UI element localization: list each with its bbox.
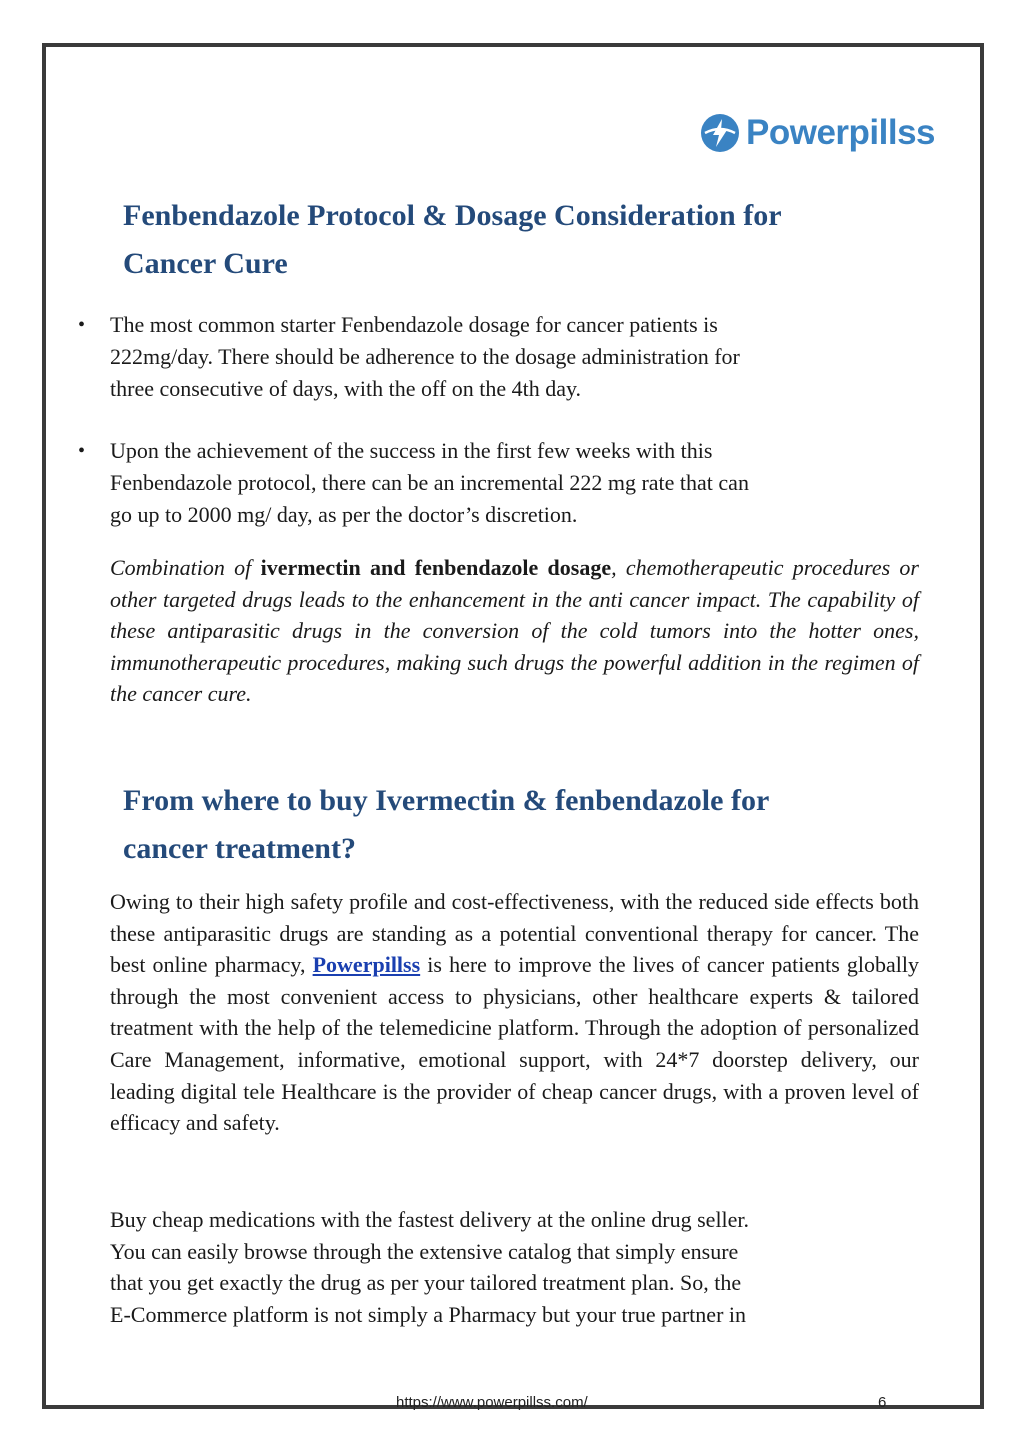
paragraph-line: that you get exactly the drug as per your tailored treatment plan. So, the (110, 1270, 742, 1296)
pharmacy-paragraph (110, 886, 919, 1139)
bullet-marker: • (78, 440, 86, 462)
paragraph-line: E-Commerce platform is not simply a Pharmacy but your true partner in (110, 1301, 747, 1327)
bullet-line: 222mg/day. There should be adherence to the dosage administration for (110, 344, 740, 369)
pharmacy-text-after: is here to improve the lives of cancer patients globally through the most convenient access to physicians, other healthcare experts & tailored treatment with the help of the telemedicine platform. Through the adoption of personalized Care Management, informative, emotional support, with 24*7 doorstep delivery, our leading digital tele Healthcare is the provider of cheap cancer drugs, with a proven level of efficacy and safety. (110, 952, 920, 1136)
combination-paragraph (110, 552, 919, 710)
medications-paragraph (110, 1204, 919, 1330)
bullet-line: Upon the achievement of the success in the first few weeks with this (110, 438, 713, 463)
combination-prefix: Combination of (110, 555, 261, 580)
section1-title-line1: Fenbendazole Protocol & Dosage Consideration for (123, 199, 782, 232)
powerpillss-link[interactable]: Powerpillss (312, 952, 421, 978)
paragraph-line: Buy cheap medications with the fastest delivery at the online drug seller. (110, 1207, 750, 1232)
section1-title-line2: Cancer Cure (123, 247, 288, 280)
bullet-marker: • (78, 314, 86, 336)
paragraph-line: You can easily browse through the extensive catalog that simply ensure (110, 1238, 739, 1264)
section2-title-line2: cancer treatment? (123, 832, 356, 865)
bullet-line: three consecutive of days, with the off on the 4th day. (110, 376, 582, 401)
page-number: 6 (878, 1394, 887, 1411)
lightning-bolt-icon (700, 113, 740, 153)
bullet-line: The most common starter Fenbendazole dosage for cancer patients is (110, 312, 718, 337)
combination-rest: , chemotherapeutic procedures or other targeted drugs leads to the enhancement in the anti cancer impact. The capability of these antiparasitic drugs in the conversion of the cold tumors into the hotter ones, immunotherapeutic procedures, making such drugs the powerful addition in the regimen of the cancer cure. (110, 555, 919, 707)
brand-name: Powerpillss (746, 113, 936, 152)
bullet-line: Fenbendazole protocol, there can be an incremental 222 mg rate that can (110, 470, 749, 495)
combination-bold-term: ivermectin and fenbendazole dosage (260, 555, 612, 580)
pharmacy-text-before: Owing to their high safety profile and cost-effectiveness, with the reduced side effects both these antiparasitic drugs are standing as a potential conventional therapy for cancer. The best online pharmacy, (110, 889, 919, 978)
section2-title-line1: From where to buy Ivermectin & fenbendazole for (123, 784, 770, 817)
brand-logo (700, 110, 935, 156)
footer-url[interactable]: https://www.powerpillss.com/ (396, 1394, 588, 1411)
bullet-line: go up to 2000 mg/ day, as per the doctor’s discretion. (110, 502, 578, 527)
